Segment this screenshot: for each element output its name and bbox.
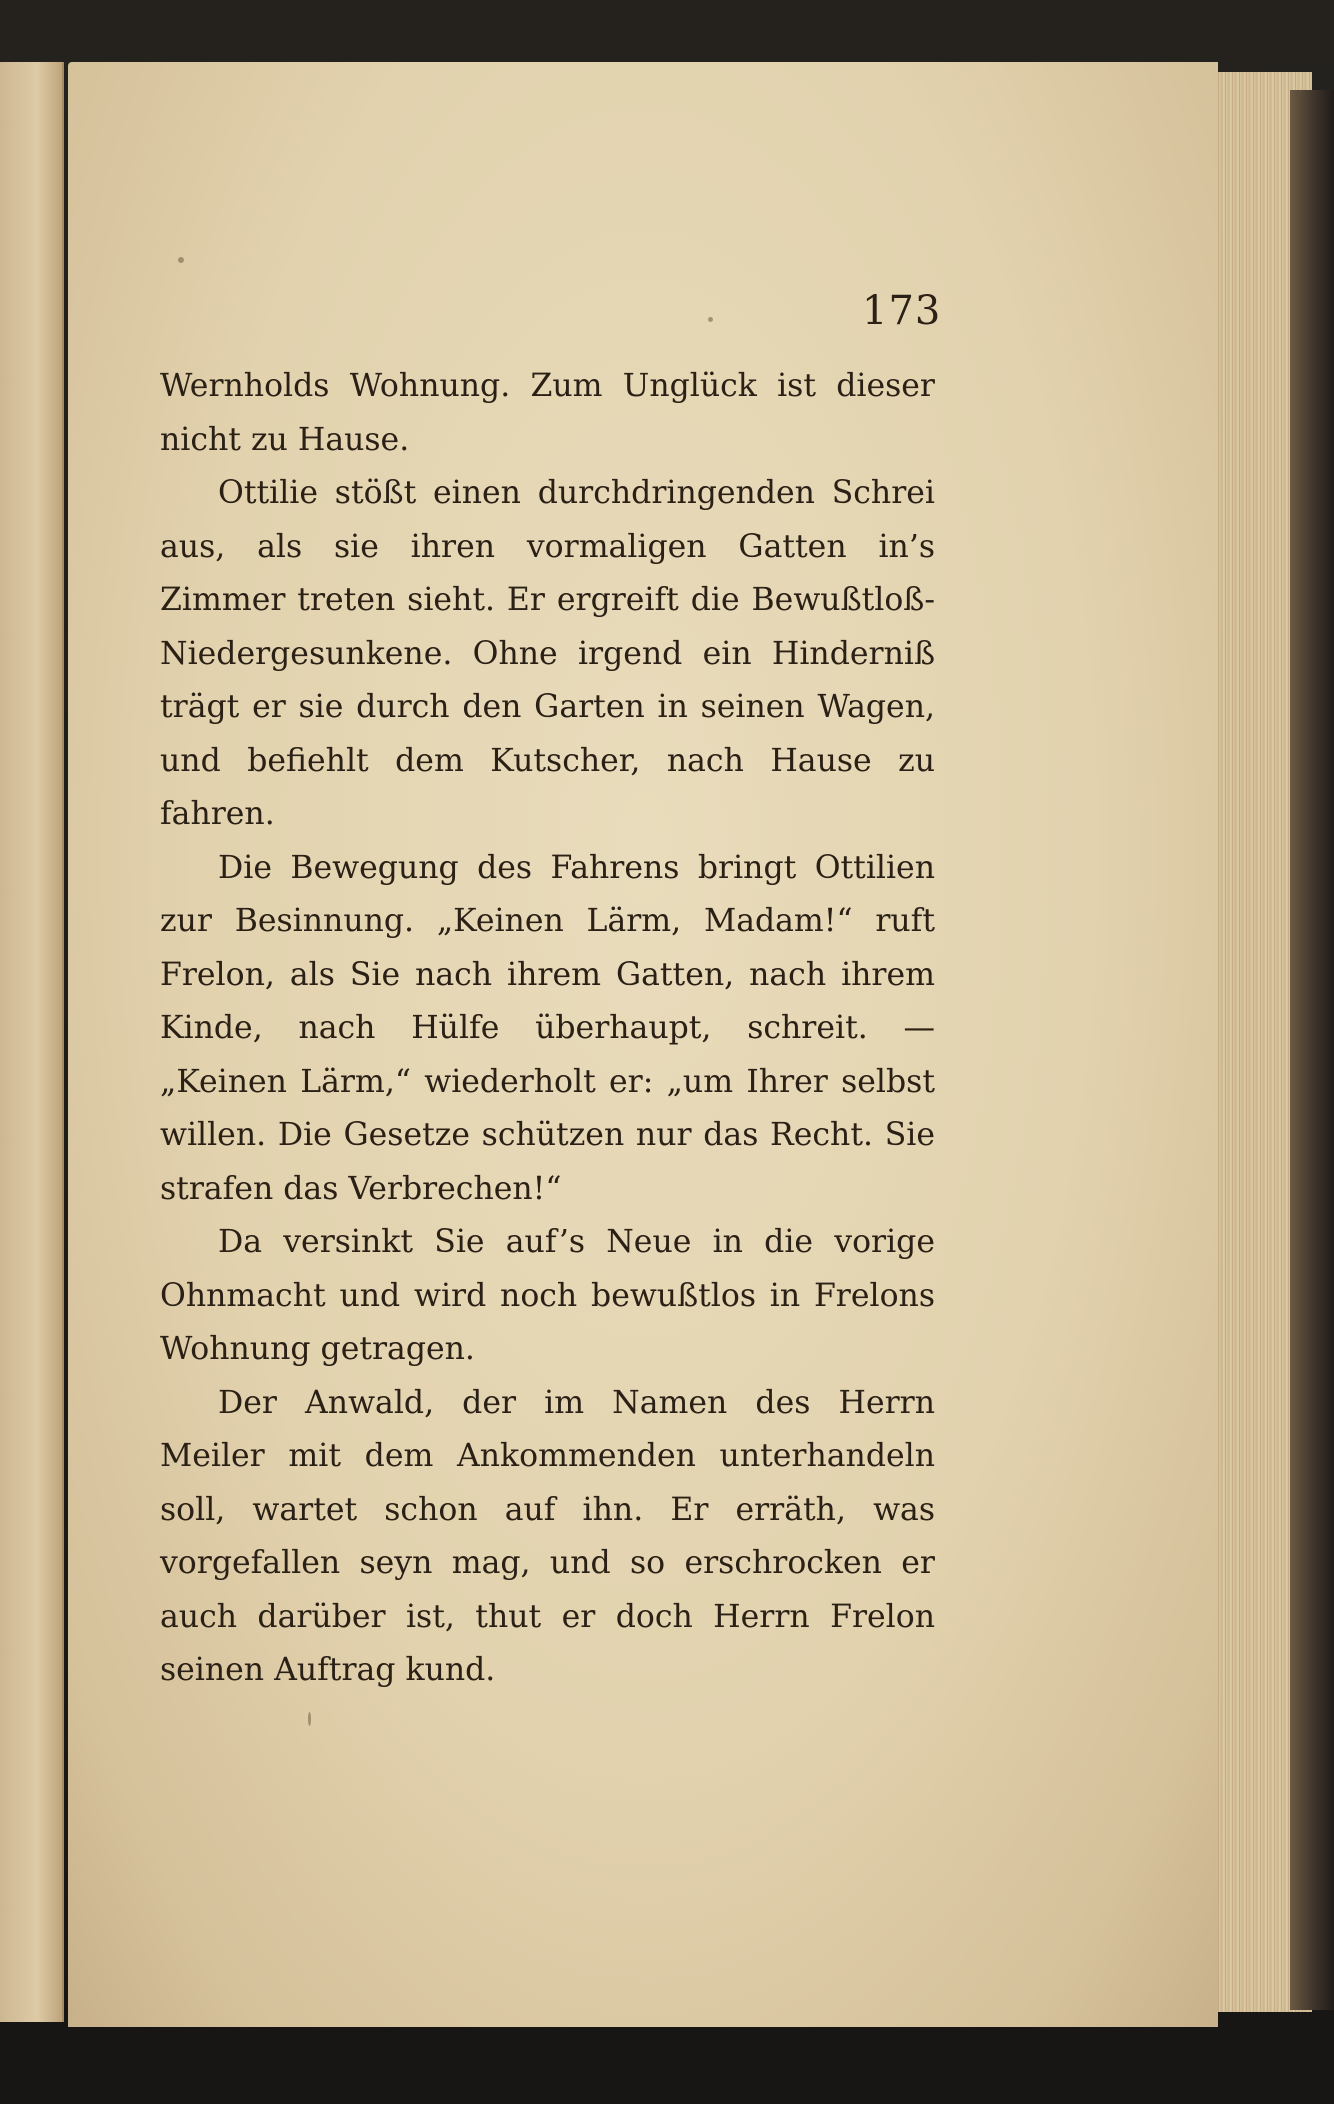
- previous-page-edge: [0, 62, 64, 2022]
- paragraph-4: Da versinkt Sie auf’s Neue in die vorige Ohnmacht und wird noch bewußtlos in Frelons Wohnung getragen.: [160, 1224, 935, 1367]
- page-text: [160, 360, 935, 1698]
- book-cover-edge: [1290, 90, 1334, 2010]
- paragraph-3: Die Bewegung des Fahrens bringt Ottilien zur Besinnung. „Keinen Lärm, Madam!“ ruft Frelon, als Sie nach ihrem Gatten, nach ihrem Kinde, nach Hülfe überhaupt, schreit. — „Keinen Lärm,“ wiederholt er: „um Ihrer selbst willen. Die Gesetze schützen nur das Recht. Sie strafen das Verbrechen!“: [160, 849, 935, 1207]
- paragraph-1: Wernholds Wohnung. Zum Unglück ist dieser nicht zu Hause.: [160, 368, 935, 458]
- paragraph-5: Der Anwald, der im Namen des Herrn Meiler mit dem Ankommenden unterhandeln soll, wartet schon auf ihn. Er erräth, was vorgefallen seyn mag, und so erschrocken er auch darüber ist, thut er doch Herrn Frelon seinen Auftrag kund.: [160, 1384, 935, 1688]
- paper-speck: [178, 257, 184, 263]
- page-number: 173: [862, 288, 942, 334]
- paragraph-2: Ottilie stößt einen durchdringenden Schrei aus, als sie ihren vormaligen Gatten in’s Zimmer treten sieht. Er ergreift die Bewußtloß-Niedergesunkene. Ohne irgend ein Hinderniß trägt er sie durch den Garten in seinen Wagen, und befiehlt dem Kutscher, nach Hause zu fahren.: [160, 475, 935, 832]
- paper-speck: [308, 1712, 311, 1726]
- paper-speck: [708, 317, 713, 322]
